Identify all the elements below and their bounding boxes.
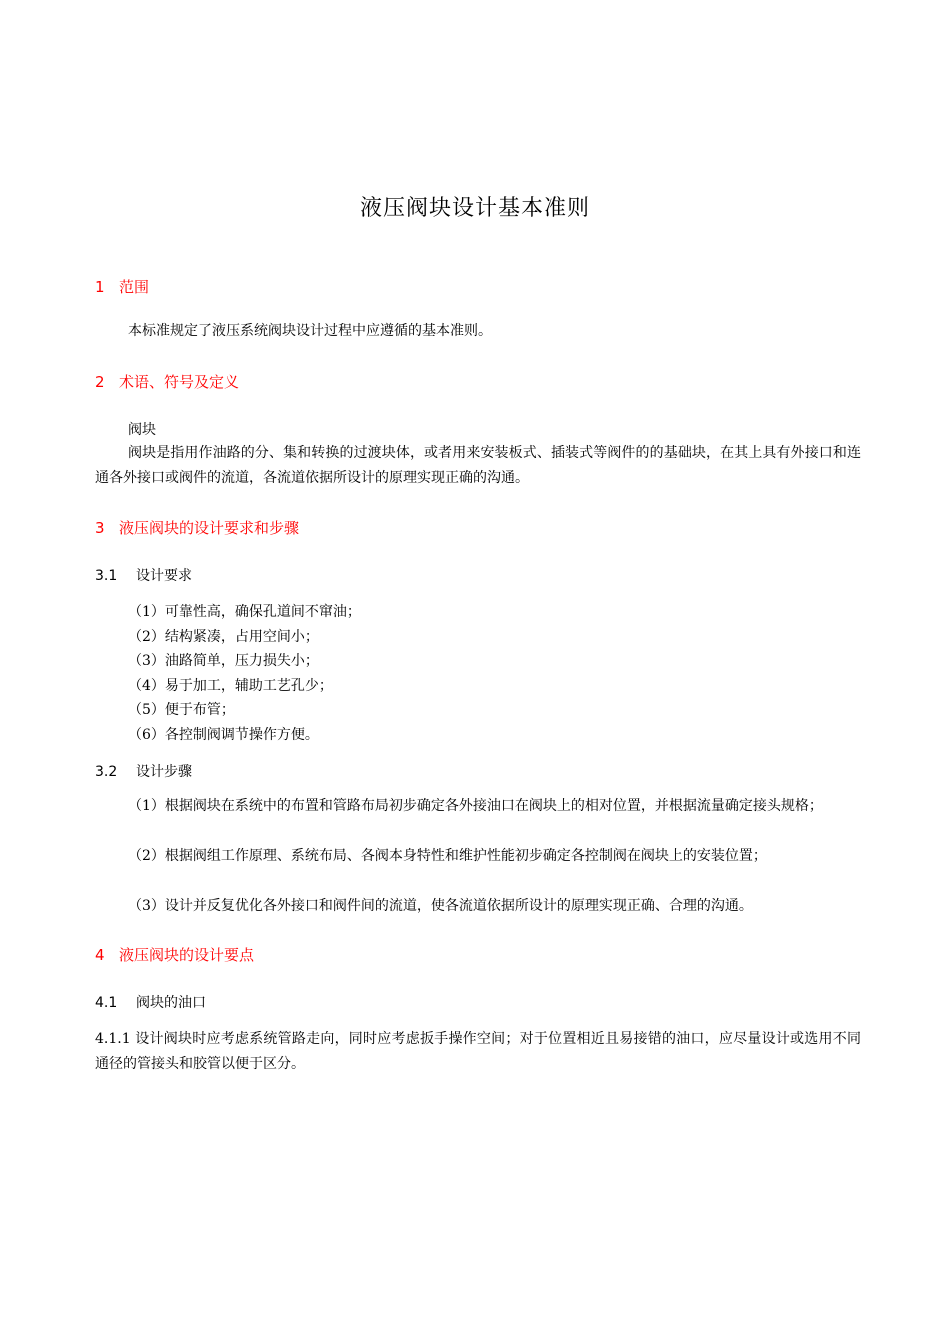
subsection-heading-3-2 [95, 762, 192, 782]
requirement-item: （2）结构紧凑，占用空间小； [128, 629, 319, 645]
clause-4-1-1-paragraph: 4.1.1 设计阀块时应考虑系统管路走向，同时应考虑扳手操作空间；对于位置相近且易接错的油口，应尽量设计或选用不同通径的管接头和胶管以便于区分。 [95, 1031, 861, 1072]
section-title: 范围 [119, 278, 150, 296]
requirement-item: （5）便于布管； [128, 702, 235, 718]
section-number: 3 [95, 519, 105, 537]
document-title: 液压阀块设计基本准则 [359, 196, 590, 221]
subsection-title: 设计步骤 [136, 764, 192, 780]
requirement-item: （4）易于加工，辅助工艺孔少； [128, 678, 333, 694]
subsection-title: 阀块的油口 [136, 995, 206, 1011]
section-number: 4 [95, 946, 105, 964]
subsection-heading-4-1 [95, 993, 206, 1013]
section-number: 2 [95, 373, 105, 391]
section-heading-3 [95, 518, 299, 538]
requirement-item: （6）各控制阀调节操作方便。 [128, 727, 319, 743]
design-step-item: （1）根据阀块在系统中的布置和管路布局初步确定各外接油口在阀块上的相对位置，并根据流量确定接头规格； [128, 798, 823, 814]
subsection-heading-3-1 [95, 566, 192, 586]
requirement-item: （1）可靠性高，确保孔道间不窜油； [128, 604, 361, 620]
term-definition: 阀块是指用作油路的分、集和转换的过渡块体，或者用来安装板式、插装式等阀件的的基础块，在其上具有外接口和连通各外接口或阀件的流道，各流道依据所设计的原理实现正确的沟通。 [95, 445, 861, 486]
section-title: 液压阀块的设计要求和步骤 [119, 519, 300, 537]
section-title: 术语、符号及定义 [119, 373, 240, 391]
term-heading: 阀块 [128, 422, 156, 438]
design-step-item: （3）设计并反复优化各外接口和阀件间的流道，使各流道依据所设计的原理实现正确、合理的沟通。 [128, 898, 753, 914]
subsection-title: 设计要求 [136, 568, 192, 584]
requirement-item: （3）油路简单，压力损失小； [128, 653, 319, 669]
subsection-number: 4.1 [95, 995, 118, 1011]
section-number: 1 [95, 278, 105, 296]
design-step-item: （2）根据阀组工作原理、系统布局、各阀本身特性和维护性能初步确定各控制阀在阀块上的安装位置； [128, 848, 767, 864]
section-heading-2 [95, 372, 239, 392]
subsection-number: 3.1 [95, 568, 118, 584]
section-heading-4 [95, 945, 254, 965]
section-1-paragraph: 本标准规定了液压系统阀块设计过程中应遵循的基本准则。 [128, 323, 492, 339]
subsection-number: 3.2 [95, 764, 118, 780]
section-title: 液压阀块的设计要点 [119, 946, 255, 964]
section-heading-1 [95, 277, 149, 297]
